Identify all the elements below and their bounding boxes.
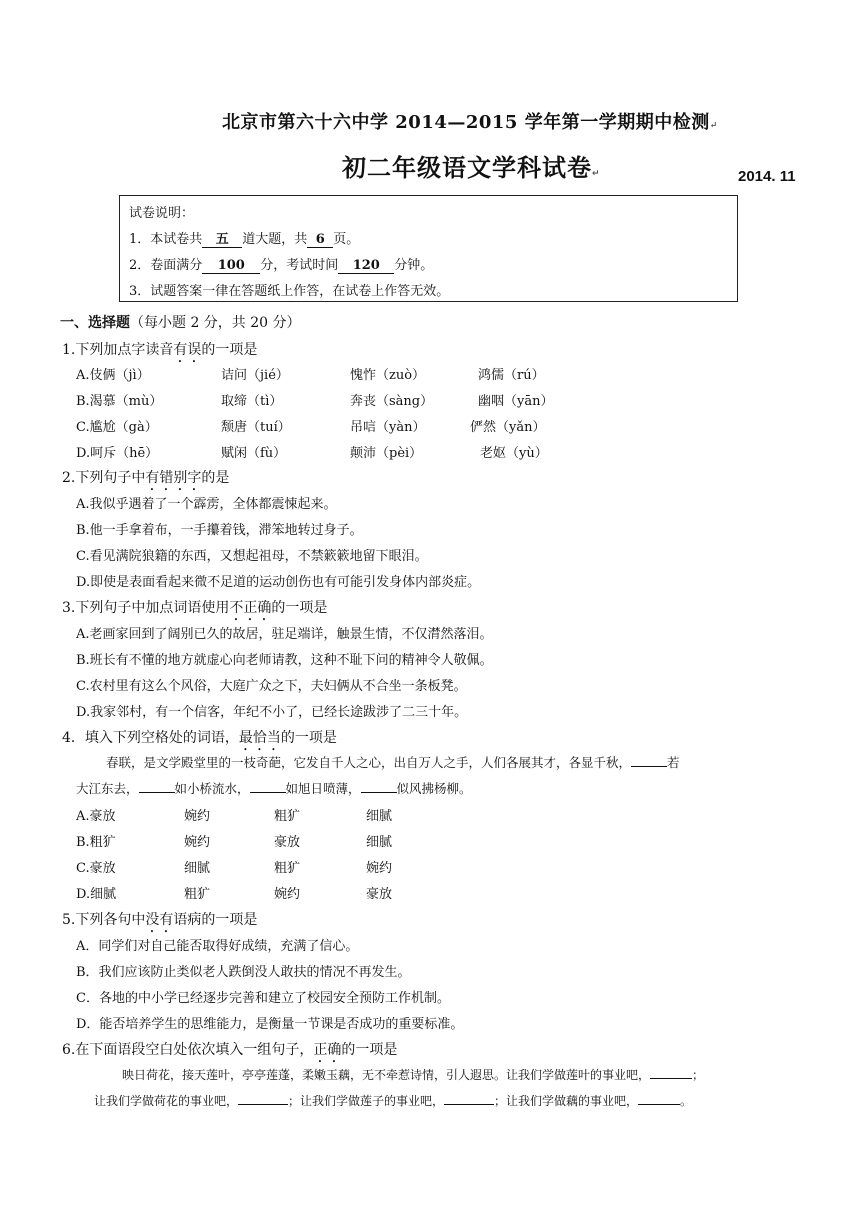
option-cell: 婉约 bbox=[366, 861, 393, 876]
option-line: C．各地的中小学已经逐步完善和建立了校园安全预防工作机制。 bbox=[76, 991, 450, 1006]
instructions-box bbox=[119, 195, 738, 302]
option-cell: 婉约 bbox=[184, 835, 211, 850]
option-line: D．能否培养学生的思维能力，是衡量一节课是否成功的重要标准。 bbox=[76, 1017, 464, 1032]
option-cell: B.渴慕（mù） bbox=[76, 394, 163, 409]
option-cell: 粗犷 bbox=[274, 861, 301, 876]
option-cell: 豪放 bbox=[366, 887, 393, 902]
option-cell: D.细腻 bbox=[76, 887, 117, 902]
option-line: A．同学们对自己能否取得好成绩，充满了信心。 bbox=[76, 939, 359, 954]
option-line: D.即使是表面看起来微不足道的运动创伤也有可能引发身体内部炎症。 bbox=[76, 575, 481, 590]
question-stem-5: 5.下列各句中没有语病的一项是 bbox=[62, 912, 258, 928]
option-cell: A.豪放 bbox=[76, 809, 116, 824]
answer-blank[interactable] bbox=[444, 1092, 494, 1105]
question-stem-2: 2.下列句子中有错别字的是 bbox=[62, 470, 230, 486]
option-cell: 取缔（tì） bbox=[221, 394, 283, 409]
option-cell: 诘问（jié） bbox=[221, 368, 289, 383]
exam-subject-title: 初二年级语文学科试卷↵ bbox=[342, 154, 601, 182]
passage-line: 春联，是文学殿堂里的一枝奇葩，它发自千人之心，出自万人之手，人们各展其才，各显千秋， 若 bbox=[106, 755, 680, 770]
option-line: D.我家邻村，有一个信客，年纪不小了，已经长途跋涉了二三十年。 bbox=[76, 705, 468, 720]
answer-blank[interactable] bbox=[238, 1092, 288, 1105]
instruction-line-3: 3．试题答案一律在答题纸上作答，在试卷上作答无效。 bbox=[129, 284, 450, 299]
option-cell: 细腻 bbox=[366, 835, 393, 850]
option-cell: B.粗犷 bbox=[76, 835, 116, 850]
option-line: B．我们应该防止类似老人跌倒没人敢扶的情况不再发生。 bbox=[76, 965, 411, 980]
option-cell: 奔丧（sàng） bbox=[350, 394, 434, 409]
option-line: B.他一手拿着布，一手攥着钱，滞笨地转过身子。 bbox=[76, 523, 363, 538]
option-cell: 婉约 bbox=[274, 887, 301, 902]
instruction-value: 五 bbox=[202, 233, 242, 248]
instruction-value: 100 bbox=[202, 259, 260, 274]
answer-blank[interactable] bbox=[250, 780, 286, 793]
passage-line: 大江东去， 如小桥流水， 如旭日喷薄， 似风拂杨柳。 bbox=[76, 781, 472, 796]
option-cell: 颠沛（pèi） bbox=[350, 446, 423, 461]
instruction-line-1: 1．本试卷共 五 道大题，共 6 页。 bbox=[129, 232, 360, 247]
option-cell: A.伎俩（jì） bbox=[76, 368, 150, 383]
option-line: A.老画家回到了阔别已久的故居，驻足端详，触景生情，不仅潸然落泪。 bbox=[76, 627, 493, 642]
instruction-value: 120 bbox=[338, 259, 394, 274]
question-stem-6: 6.在下面语段空白处依次填入一组句子，正确的一项是 bbox=[62, 1042, 398, 1058]
option-cell: D.呵斥（hē） bbox=[76, 446, 159, 461]
option-cell: C.豪放 bbox=[76, 861, 116, 876]
return-mark-icon: ↵ bbox=[709, 121, 718, 131]
answer-blank[interactable] bbox=[631, 754, 667, 767]
answer-blank[interactable] bbox=[650, 1066, 692, 1079]
question-stem-4: 4．填入下列空格处的词语，最恰当的一项是 bbox=[62, 730, 337, 746]
answer-blank[interactable] bbox=[638, 1092, 680, 1105]
answer-blank[interactable] bbox=[361, 780, 397, 793]
exam-school-title: 北京市第六十六中学 2014—2015 学年第一学期期中检测↵ bbox=[222, 112, 718, 133]
option-cell: 细腻 bbox=[366, 809, 393, 824]
question-stem-1: 1.下列加点字读音有误的一项是 bbox=[62, 342, 258, 358]
option-cell: 颓唐（tuí） bbox=[221, 420, 291, 435]
option-cell: 赋闲（fù） bbox=[221, 446, 287, 461]
instructions-heading: 试卷说明： bbox=[129, 206, 195, 221]
option-cell: C.尴尬（gà） bbox=[76, 420, 158, 435]
option-cell: 细腻 bbox=[184, 861, 211, 876]
passage-line: 映日荷花，接天莲叶，亭亭莲蓬，柔嫩玉藕，无不牵惹诗情，引人遐思。让我们学做莲叶的事业吧， ； bbox=[122, 1068, 705, 1082]
instruction-line-2: 2．卷面满分 100 分，考试时间 120 分钟。 bbox=[129, 258, 434, 273]
option-line: B.班长有不懂的地方就虚心向老师请教，这种不耻下问的精神令人敬佩。 bbox=[76, 653, 493, 668]
passage-line: 让我们学做荷花的事业吧， ；让我们学做莲子的事业吧， ；让我们学做藕的事业吧， 。 bbox=[94, 1094, 693, 1108]
option-cell: 粗犷 bbox=[184, 887, 211, 902]
exam-date: 2014. 11 bbox=[738, 168, 796, 185]
instruction-value: 6 bbox=[307, 233, 333, 248]
option-cell: 婉约 bbox=[184, 809, 211, 824]
question-stem-3: 3.下列句子中加点词语使用不正确的一项是 bbox=[62, 600, 328, 616]
option-cell: 俨然（yǎn） bbox=[470, 420, 546, 435]
option-cell: 粗犷 bbox=[274, 809, 301, 824]
answer-blank[interactable] bbox=[139, 780, 175, 793]
option-cell: 吊唁（yàn） bbox=[350, 420, 426, 435]
option-line: C.农村里有这么个风俗，大庭广众之下，夫妇俩从不合坐一条板凳。 bbox=[76, 679, 467, 694]
option-cell: 鸿儒（rú） bbox=[478, 368, 545, 383]
option-line: A.我似乎遇着了一个霹雳，全体都震悚起来。 bbox=[76, 497, 337, 512]
return-mark-icon: ↵ bbox=[592, 169, 601, 179]
option-cell: 豪放 bbox=[274, 835, 301, 850]
option-cell: 老妪（yù） bbox=[480, 446, 548, 461]
section-heading: 一、选择题（每小题 2 分，共 20 分） bbox=[60, 315, 301, 331]
option-line: C.看见满院狼籍的东西，又想起祖母，不禁簌簌地留下眼泪。 bbox=[76, 549, 428, 564]
option-cell: 幽咽（yān） bbox=[478, 394, 554, 409]
option-cell: 愧怍（zuò） bbox=[350, 368, 426, 383]
